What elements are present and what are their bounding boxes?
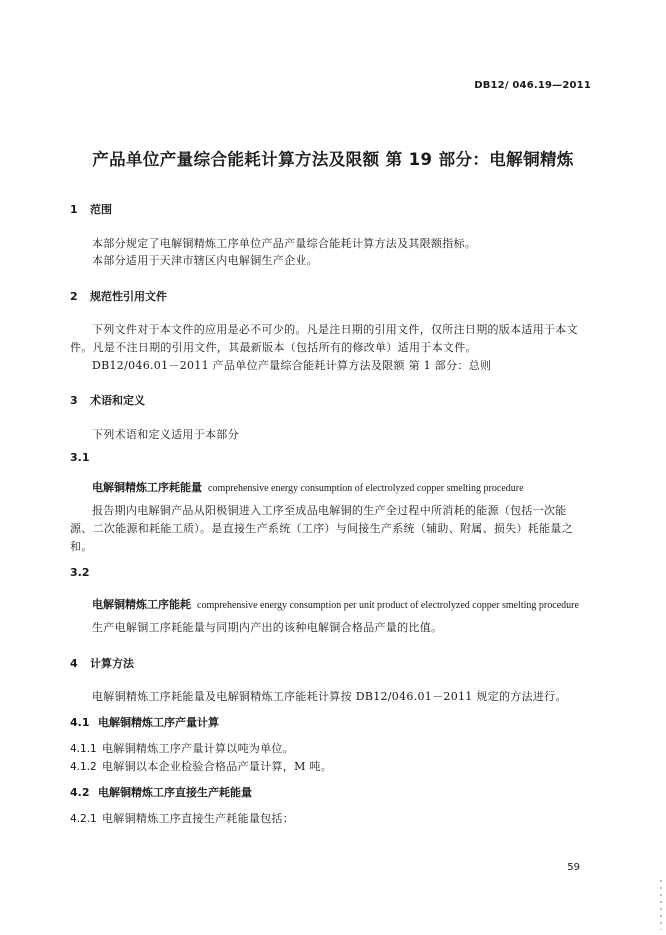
paragraph-line: 源、二次能源和耗能工质）。是直接生产系统（工序）与间接生产系统（辅助、附属、损失）耗能量之: [70, 522, 573, 535]
term-3-2-number: 3.2: [70, 566, 90, 579]
paragraph-line: 生产电解铜工序耗能量与同期内产出的该种电解铜合格品产量的比值。: [92, 621, 443, 634]
term-3-1-name: [92, 476, 524, 495]
subsection-number: 4.1: [70, 716, 90, 729]
term-name-chinese: 电解铜精炼工序耗能量: [92, 481, 202, 494]
paragraph-line: 件。凡是不注日期的引用文件，其最新版本（包括所有的修改单）适用于本文件。: [70, 341, 477, 354]
paragraph-line: 电解铜精炼工序耗能量及电解铜精炼工序能耗计算按 DB12/046.01－2011 规定的方法进行。: [92, 690, 567, 703]
section-title: 术语和定义: [90, 394, 145, 407]
standard-code: DB12/ 046.19—2011: [474, 80, 591, 91]
section-number: 1: [70, 203, 78, 216]
paragraph-line: 报告期内电解铜产品从阳极铜进入工序至成品电解铜的生产全过程中所消耗的能源（包括一次能: [92, 504, 567, 517]
term-3-1-number: 3.1: [70, 451, 90, 464]
subsection-number: 4.2: [70, 786, 90, 799]
page-number: 59: [567, 862, 580, 873]
clause-number: 4.1.1: [70, 743, 97, 755]
clause-text: 电解铜精炼工序产量计算以吨为单位。: [102, 742, 295, 755]
clause-4-1-1: [70, 740, 294, 756]
section-number: 3: [70, 394, 78, 407]
paragraph-line: 下列文件对于本文件的应用是必不可少的。凡是注日期的引用文件，仅所注日期的版本适用于本文: [92, 323, 578, 336]
scan-edge-marks: [660, 880, 662, 930]
clause-text: 电解铜以本企业检验合格品产量计算，M 吨。: [102, 760, 333, 773]
section-2-heading: [70, 288, 167, 304]
document-title: 产品单位产量综合能耗计算方法及限额 第 19 部分：电解铜精炼: [92, 150, 574, 169]
term-name-english: comprehensive energy consumption of electrolyzed copper smelting procedure: [208, 483, 524, 494]
section-1-heading: [70, 201, 112, 217]
paragraph-line: 和。: [70, 540, 93, 553]
term-3-2-name: [92, 593, 579, 612]
section-title: 计算方法: [90, 657, 134, 670]
clause-4-2-1: [70, 810, 294, 826]
section-number: 4: [70, 657, 78, 670]
normative-reference: DB12/046.01－2011 产品单位产量综合能耗计算方法及限额 第 1 部分：总则: [92, 359, 492, 372]
subsection-4-1-heading: [70, 714, 219, 730]
section-number: 2: [70, 290, 78, 303]
clause-4-1-2: [70, 758, 332, 774]
section-title: 规范性引用文件: [90, 290, 167, 303]
clause-number: 4.2.1: [70, 813, 97, 825]
clause-text: 电解铜精炼工序直接生产耗能量包括：: [102, 812, 295, 825]
clause-number: 4.1.2: [70, 761, 97, 773]
section-3-heading: [70, 392, 145, 408]
subsection-title: 电解铜精炼工序直接生产耗能量: [98, 786, 252, 799]
section-4-heading: [70, 655, 134, 671]
paragraph-line: 下列术语和定义适用于本部分: [92, 428, 239, 441]
paragraph-line: 本部分适用于天津市辖区内电解铜生产企业。: [92, 254, 318, 267]
subsection-4-2-heading: [70, 784, 252, 800]
term-name-chinese: 电解铜精炼工序能耗: [92, 598, 191, 611]
term-name-english: comprehensive energy consumption per unit product of electrolyzed copper smelting procedure: [197, 600, 579, 611]
paragraph-line: 本部分规定了电解铜精炼工序单位产品产量综合能耗计算方法及其限额指标。: [92, 237, 477, 250]
section-title: 范围: [90, 203, 112, 216]
subsection-title: 电解铜精炼工序产量计算: [98, 716, 219, 729]
